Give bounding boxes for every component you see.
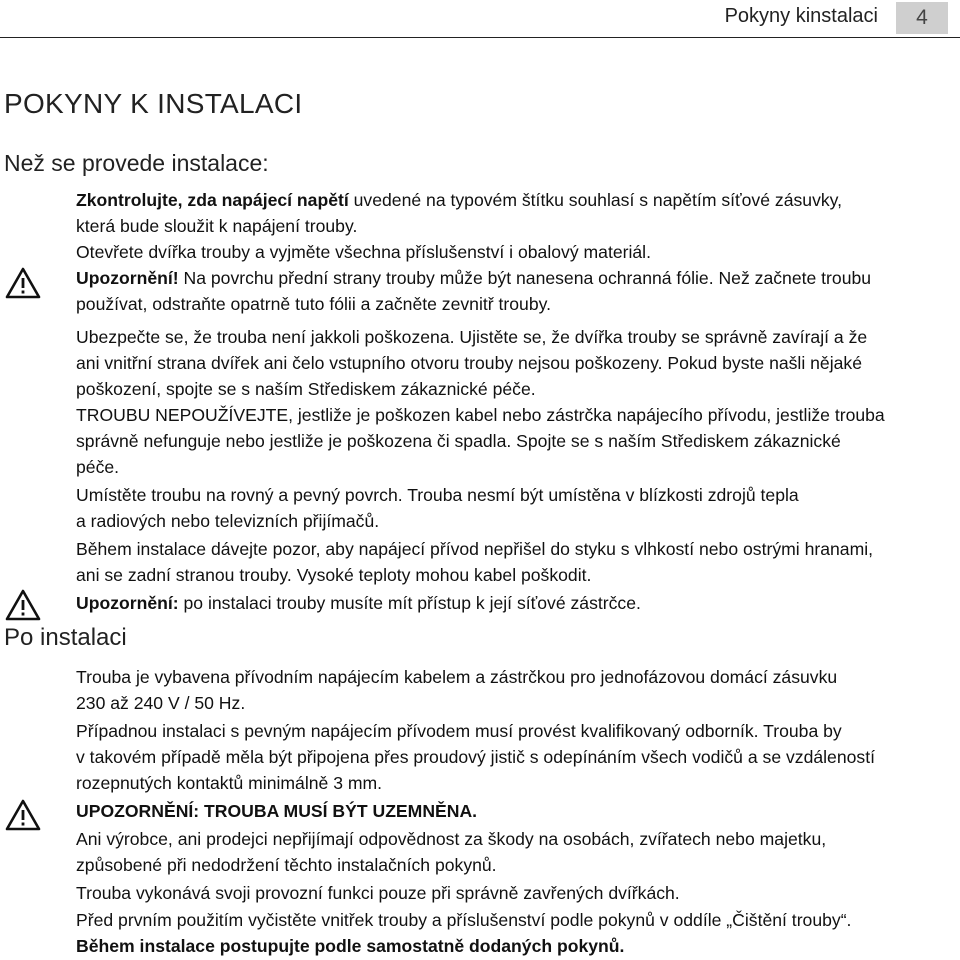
paragraph-line: Trouba vykonává svoji provozní funkci pouze při správně zavřených dvířkách. <box>76 883 680 903</box>
paragraph-line: ani vnitřní strana dvířek ani čelo vstupního otvoru trouby nejsou poškozeny. Pokud byste našli nějaké <box>76 353 862 373</box>
page-number: 4 <box>896 2 948 34</box>
paragraph-line: způsobené při nedodržení těchto instalačních pokynů. <box>76 855 497 875</box>
warning-icon <box>4 588 42 622</box>
paragraph-line: ani se zadní stranou trouby. Vysoké teploty mohou kabel poškodit. <box>76 565 592 585</box>
paragraph-line: Zkontrolujte, zda napájecí napětí uvedené na typovém štítku souhlasí s napětím síťové zásuvky, <box>76 190 843 210</box>
paragraph-line: poškození, spojte se s naším Střediskem zákaznické péče. <box>76 379 536 399</box>
paragraph-line: a radiových nebo televizních přijímačů. <box>76 511 380 531</box>
paragraph-line: UPOZORNĚNÍ: TROUBA MUSÍ BÝT UZEMNĚNA. <box>76 801 478 821</box>
header-divider <box>0 37 960 38</box>
paragraph-line: TROUBU NEPOUŽÍVEJTE, jestliže je poškozen kabel nebo zástrčka napájecího přívodu, jestliže trouba <box>76 405 885 425</box>
paragraph-line: správně nefunguje nebo jestliže je poškozena či spadla. Spojte se s naším Střediskem zákaznické <box>76 431 841 451</box>
section-heading-after: Po instalaci <box>4 624 127 651</box>
paragraph-line: používat, odstraňte opatrně tuto fólii a začněte zevnitř trouby. <box>76 294 551 314</box>
section-heading-before: Než se provede instalace: <box>4 150 269 176</box>
header-section-title: Pokyny kinstalaci <box>724 5 878 27</box>
paragraph-line: Před prvním použitím vyčistěte vnitřek trouby a příslušenství podle pokynů v oddíle „Čištění trouby“. <box>76 910 852 930</box>
paragraph-line: Upozornění! Na povrchu přední strany trouby může být nanesena ochranná fólie. Než začnete troubu <box>76 268 872 288</box>
paragraph-line: péče. <box>76 457 120 477</box>
paragraph-line: Upozornění: po instalaci trouby musíte mít přístup k její síťové zástrčce. <box>76 593 641 613</box>
warning-icon <box>4 798 42 832</box>
paragraph-line: Trouba je vybavena přívodním napájecím kabelem a zástrčkou pro jednofázovou domácí zásuvku <box>76 667 838 687</box>
page-header <box>0 0 960 38</box>
paragraph-line: která bude sloužit k napájení trouby. <box>76 216 358 236</box>
paragraph-line: rozepnutých kontaktů minimálně 3 mm. <box>76 773 383 793</box>
paragraph-line: Během instalace dávejte pozor, aby napájecí přívod nepřišel do styku s vlhkostí nebo ostrými hranami, <box>76 539 874 559</box>
paragraph-line: Případnou instalaci s pevným napájecím přívodem musí provést kvalifikovaný odborník. Trouba by <box>76 721 842 741</box>
paragraph-line: Během instalace postupujte podle samostatně dodaných pokynů. <box>76 936 625 956</box>
paragraph-line: Umístěte troubu na rovný a pevný povrch. Trouba nesmí být umístěna v blízkosti zdrojů tepla <box>76 485 799 505</box>
paragraph-line: v takovém případě měla být připojena přes proudový jistič s odepínáním všech vodičů a se vzdáleností <box>76 747 875 767</box>
page-title: POKYNY K INSTALACI <box>4 88 303 119</box>
paragraph-line: Ubezpečte se, že trouba není jakkoli poškozena. Ujistěte se, že dvířka trouby se správně zavírají a že <box>76 327 868 347</box>
paragraph-line: Otevřete dvířka trouby a vyjměte všechna příslušenství i obalový materiál. <box>76 242 651 262</box>
warning-icon <box>4 266 42 300</box>
paragraph-line: 230 až 240 V / 50 Hz. <box>76 693 246 713</box>
paragraph-line: Ani výrobce, ani prodejci nepřijímají odpovědnost za škody na osobách, zvířatech nebo majetku, <box>76 829 827 849</box>
